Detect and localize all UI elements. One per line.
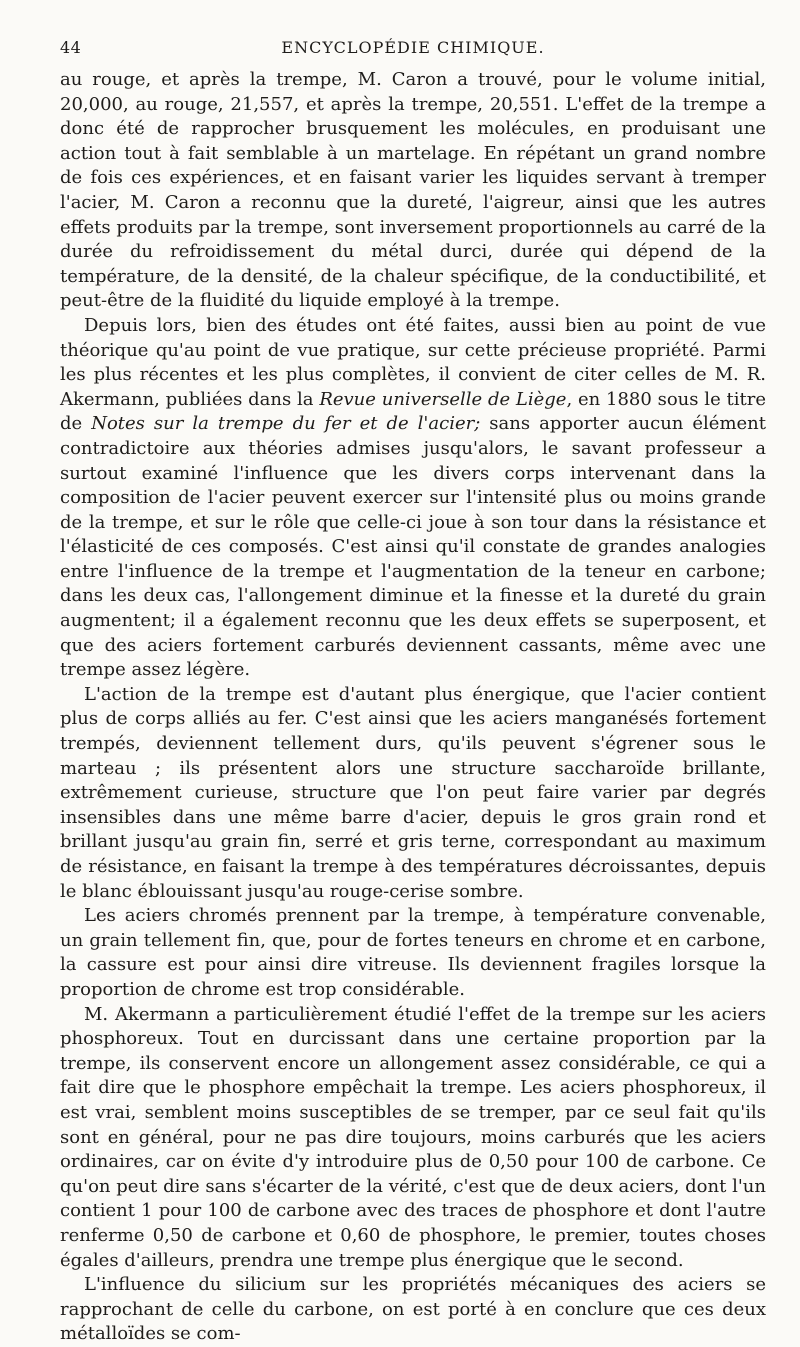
paragraph-silicon: L'influence du silicium sur les propriétés mécaniques des aciers se rapprochant de celle du carbone, on est porté à en conclure que ces deux métalloïdes se com- (60, 1274, 766, 1345)
paragraph-text: Depuis lors, bien des études ont été faites, aussi bien au point de vue théorique qu'au point de vue pratique, sur cette précieuse propriété. Parmi les plus récentes et les plus complètes, il convient de citer celles de M. R. Akermann, publiées dans la (60, 314, 766, 410)
running-header (60, 30, 766, 60)
paragraph-text: sans apporter aucun élément contradictoire aux théories admises jusqu'alors, le savant professeur a surtout examiné l'influence que les divers corps intervenant dans la composition de l'acier peuvent exercer sur l'intensité plus ou moins grande de la trempe, et sur le rôle que celle-ci joue à son tour dans la résistance et l'élasticité de ces composés. C'est ainsi qu'il constate de grandes analogies entre l'influence de la trempe et l'augmentation de la teneur en carbone; dans les deux cas, l'allongement diminue et la finesse et la dureté du grain augmentent; il a également reconnu que les deux effets se superposent, et que des aciers fortement carburés deviennent cassants, même avec une trempe assez légère. (60, 413, 766, 681)
body-text (60, 68, 766, 1347)
paragraph-text: , en 1880 sous le titre de (60, 388, 766, 435)
paragraph-phosphorus-steel: M. Akermann a particulièrement étudié l'effet de la trempe sur les aciers phosphoreux. Tout en durcissant dans une certaine proportion par la trempe, ils conservent encore un allongement assez considérable, ce qui a fait dire que le phosphore empêchait la trempe. Les aciers phosphoreux, il est vrai, semblent moins susceptibles de se tremper, par ce seul fait qu'ils sont en général, pour ne pas dire toujours, moins carburés que les aciers ordinaires, car on évite d'y introduire plus de 0,50 pour 100 de carbone. Ce qu'on peut dire sans s'écarter de la vérité, c'est que de deux aciers, dont l'un contient 1 pour 100 de carbone avec des traces de phosphore et dont l'autre renferme 0,50 de carbone et 0,60 de phosphore, le premier, toutes choses égales d'ailleurs, prendra une trempe plus énergique que le second. (60, 1003, 766, 1271)
page-number: 44 (60, 38, 82, 57)
paragraph-manganese-steel: L'action de la trempe est d'autant plus énergique, que l'acier contient plus de corps alliés au fer. C'est ainsi que les aciers manganésés fortement trempés, deviennent tellement durs, qu'ils peuvent s'égrener sous le marteau ; ils présentent alors une structure saccharoïde brillante, extrêmement curieuse, structure que l'on peut faire varier par degrés insensibles dans une même barre d'acier, depuis le gros grain rond et brillant jusqu'au grain fin, serré et gris terne, correspondant au maximum de résistance, en faisant la trempe à des températures décroissantes, depuis le blanc éblouissant jusqu'au rouge-cerise sombre. (60, 683, 766, 902)
header-title: ENCYCLOPÉDIE CHIMIQUE. (281, 38, 545, 57)
paragraph-continuation: au rouge, et après la trempe, M. Caron a trouvé, pour le volume initial, 20,000, au rouge, 21,557, et après la trempe, 20,551. L'effet de la trempe a donc été de rapprocher brusquement les molécules, en produisant une action tout à fait semblable à un martelage. En répétant un grand nombre de fois ces expériences, et en faisant varier les liquides servant à tremper l'acier, M. Caron a reconnu que la dureté, l'aigreur, ainsi que les autres effets produits par la trempe, sont inversement proportionnels au carré de la durée du refroidissement du métal durci, durée qui dépend de la température, de la densité, de la chaleur spécifique, de la conductibilité, et peut-être de la fluidité du liquide employé à la trempe. (60, 69, 766, 312)
work-title: Notes sur la trempe du fer et de l'acier; (91, 413, 481, 435)
paragraph-akermann-studies (60, 314, 766, 683)
paragraph-chrome-steel: Les aciers chromés prennent par la trempe, à température convenable, un grain tellement fin, que, pour de fortes teneurs en chrome et en carbone, la cassure est pour ainsi dire vitreuse. Ils deviennent fragiles lorsque la proportion de chrome est trop considérable. (60, 905, 766, 1000)
journal-title: Revue universelle de Liège (319, 388, 567, 410)
